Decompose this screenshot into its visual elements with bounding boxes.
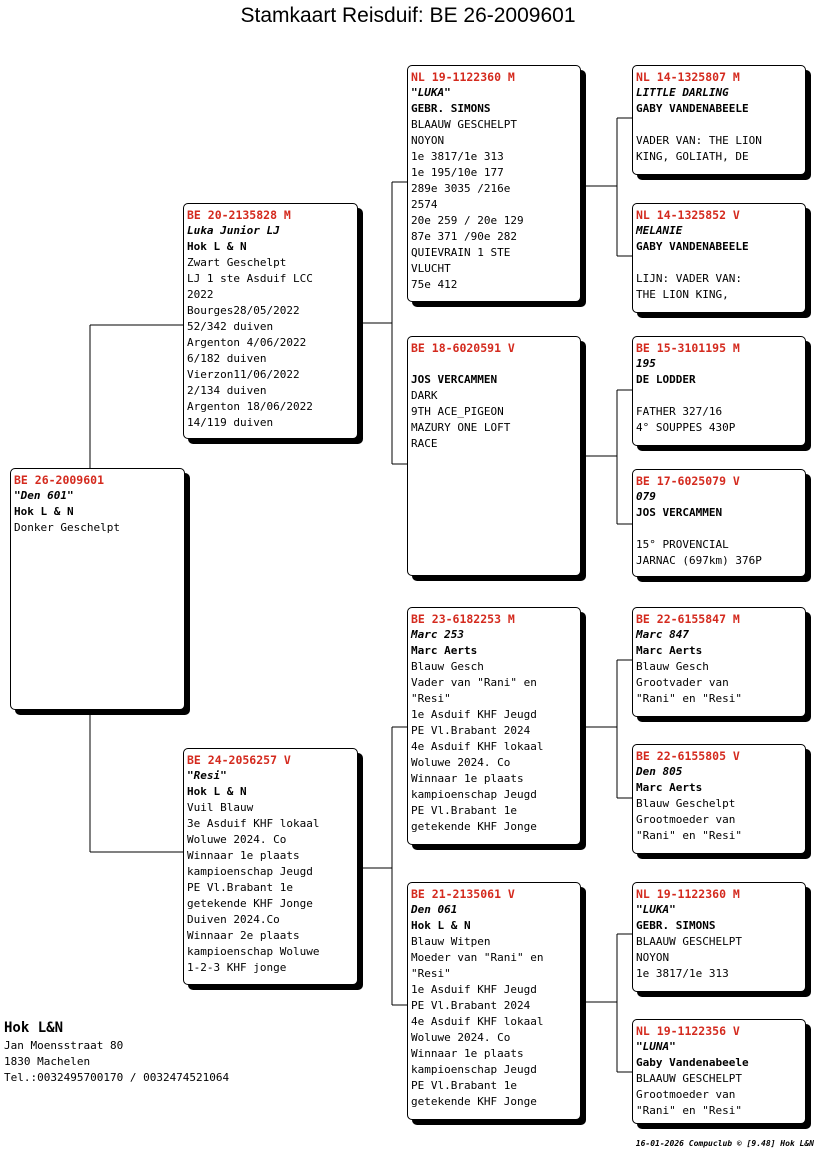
pigeon-info-line: Woluwe 2024. Co: [187, 833, 287, 846]
pigeon-info-line: 9TH ACE_PIGEON: [411, 405, 504, 418]
pigeon-info-line: BLAAUW GESCHELPT: [636, 935, 742, 948]
pigeon-name: Marc 847: [636, 628, 689, 641]
pigeon-owner: JOS VERCAMMEN: [636, 506, 723, 519]
pigeon-info-line: Winnaar 1e plaats: [187, 849, 300, 862]
pigeon-info-line: PE Vl.Brabant 2024: [411, 999, 531, 1012]
ring-number: BE 26-2009601: [14, 473, 105, 487]
pigeon-card-fmf: [632, 336, 806, 446]
pigeon-info-line: Grootmoeder van: [636, 1088, 736, 1101]
pigeon-owner: DE LODDER: [636, 373, 696, 386]
pigeon-owner: JOS VERCAMMEN: [411, 373, 498, 386]
pigeon-name: Marc 253: [411, 628, 464, 641]
pigeon-info-line: getekende KHF Jonge: [187, 897, 313, 910]
pigeon-card-mmf: [632, 882, 806, 992]
pigeon-owner: Hok L & N: [14, 505, 74, 518]
print-footer: 16-01-2026 Compuclub © [9.48] Hok L&N: [635, 1139, 814, 1148]
pigeon-info-line: Blauw Gesch: [636, 660, 709, 673]
pigeon-info-line: Grootmoeder van: [636, 813, 736, 826]
pigeon-owner: Hok L & N: [187, 785, 247, 798]
pigeon-info-line: [636, 521, 802, 537]
pigeon-info-line: Moeder van "Rani" en: [411, 951, 544, 964]
pigeon-info-line: MAZURY ONE LOFT: [411, 421, 511, 434]
pigeon-card-fmm: [632, 469, 806, 577]
pigeon-info-line: "Resi": [411, 692, 451, 705]
pigeon-card-mmm: [632, 1019, 806, 1124]
pigeon-info-line: LJ 1 ste Asduif LCC: [187, 272, 313, 285]
ring-number: NL 14-1325807 M: [636, 70, 740, 84]
pigeon-info-line: Grootvader van: [636, 676, 729, 689]
pigeon-info-line: THE LION KING,: [636, 288, 729, 301]
pigeon-info-line: 1e 195/10e 177: [411, 166, 504, 179]
pigeon-info-line: "Resi": [411, 967, 451, 980]
pigeon-info-line: "Rani" en "Resi": [636, 692, 742, 705]
pigeon-card-ffm: [632, 203, 806, 313]
pigeon-info-line: Vierzon11/06/2022: [187, 368, 300, 381]
pigeon-info-line: Bourges28/05/2022: [187, 304, 300, 317]
pigeon-info-line: PE Vl.Brabant 1e: [187, 881, 293, 894]
pigeon-name: LITTLE DARLING: [636, 86, 729, 99]
pigeon-info-line: LIJN: VADER VAN:: [636, 272, 742, 285]
pigeon-info-line: Blauw Geschelpt: [636, 797, 736, 810]
loft-name: Hok L&N: [4, 1020, 64, 1036]
pigeon-card-maternal-grandmother: [407, 882, 581, 1120]
pigeon-name: "LUKA": [636, 903, 676, 916]
pigeon-info-line: 87e 371 /90e 282: [411, 230, 517, 243]
pigeon-card-maternal-grandfather: [407, 607, 581, 845]
pigeon-info-line: BLAAUW GESCHELPT: [636, 1072, 742, 1085]
pigeon-info-line: NOYON: [636, 951, 670, 964]
ring-number: BE 17-6025079 V: [636, 474, 740, 488]
ring-number: NL 14-1325852 V: [636, 208, 740, 222]
pigeon-card-subject: [10, 468, 185, 710]
pigeon-info-line: kampioenschap Jeugd: [187, 865, 313, 878]
pigeon-owner: Marc Aerts: [636, 781, 703, 794]
pigeon-info-line: 1e 3817/1e 313: [636, 967, 729, 980]
pigeon-info-line: 4e Asduif KHF lokaal: [411, 1015, 544, 1028]
page-title: Stamkaart Reisduif: BE 26-2009601: [240, 4, 576, 27]
pigeon-owner: Marc Aerts: [636, 644, 703, 657]
pigeon-info-line: kampioenschap Jeugd: [411, 1063, 537, 1076]
pigeon-name: Den 805: [636, 765, 683, 778]
ring-number: BE 23-6182253 M: [411, 612, 515, 626]
pigeon-info-line: Donker Geschelpt: [14, 521, 120, 534]
pigeon-name: [411, 356, 577, 372]
pigeon-info-line: Duiven 2024.Co: [187, 913, 280, 926]
pigeon-info-line: Zwart Geschelpt: [187, 256, 287, 269]
ring-number: BE 15-3101195 M: [636, 341, 740, 355]
ring-number: NL 19-1122360 M: [636, 887, 740, 901]
pigeon-owner: GABY VANDENABEELE: [636, 240, 749, 253]
pigeon-info-line: Argenton 18/06/2022: [187, 400, 313, 413]
pigeon-owner: Gaby Vandenabeele: [636, 1056, 749, 1069]
pigeon-info-line: QUIEVRAIN 1 STE: [411, 246, 511, 259]
pigeon-info-line: Woluwe 2024. Co: [411, 1031, 511, 1044]
pigeon-owner: Hok L & N: [411, 919, 471, 932]
pigeon-info-line: 20e 259 / 20e 129: [411, 214, 524, 227]
pigeon-info-line: PE Vl.Brabant 2024: [411, 724, 531, 737]
pigeon-info-line: KING, GOLIATH, DE: [636, 150, 749, 163]
pigeon-name: Den 061: [411, 903, 458, 916]
pigeon-info-line: DARK: [411, 389, 438, 402]
pigeon-name: 079: [636, 490, 656, 503]
pigeon-card-paternal-grandfather: [407, 65, 581, 302]
ring-number: BE 22-6155847 M: [636, 612, 740, 626]
pigeon-info-line: JARNAC (697km) 376P: [636, 554, 762, 567]
pigeon-info-line: 1e Asduif KHF Jeugd: [411, 708, 537, 721]
pigeon-name: "LUKA": [411, 86, 451, 99]
pigeon-info-line: 1e Asduif KHF Jeugd: [411, 983, 537, 996]
pigeon-info-line: [636, 255, 802, 271]
pigeon-card-father: [183, 203, 358, 439]
pigeon-name: Luka Junior LJ: [187, 224, 280, 237]
pigeon-name: "Den 601": [14, 489, 74, 502]
pigeon-name: "LUNA": [636, 1040, 676, 1053]
pigeon-info-line: VLUCHT: [411, 262, 451, 275]
ring-number: BE 24-2056257 V: [187, 753, 291, 767]
pigeon-info-line: [636, 388, 802, 404]
pigeon-info-line: kampioenschap Woluwe: [187, 945, 320, 958]
pigeon-owner: Hok L & N: [187, 240, 247, 253]
pigeon-card-paternal-grandmother: [407, 336, 581, 576]
pigeon-info-line: "Rani" en "Resi": [636, 1104, 742, 1117]
pigeon-info-line: getekende KHF Jonge: [411, 820, 537, 833]
pigeon-owner: GEBR. SIMONS: [411, 102, 491, 115]
ring-number: NL 19-1122360 M: [411, 70, 515, 84]
pigeon-card-fff: [632, 65, 806, 175]
pigeon-info-line: 289e 3035 /216e: [411, 182, 511, 195]
pigeon-info-line: 1e 3817/1e 313: [411, 150, 504, 163]
pigeon-info-line: 52/342 duiven: [187, 320, 274, 333]
pigeon-info-line: kampioenschap Jeugd: [411, 788, 537, 801]
pigeon-info-line: Argenton 4/06/2022: [187, 336, 307, 349]
pigeon-info-line: VADER VAN: THE LION: [636, 134, 762, 147]
ring-number: BE 22-6155805 V: [636, 749, 740, 763]
loft-address: Jan Moensstraat 80: [4, 1039, 124, 1052]
pigeon-info-line: 4e Asduif KHF lokaal: [411, 740, 544, 753]
pigeon-info-line: FATHER 327/16: [636, 405, 723, 418]
pigeon-info-line: Vader van "Rani" en: [411, 676, 537, 689]
pigeon-owner: GEBR. SIMONS: [636, 919, 716, 932]
pigeon-info-line: 15° PROVENCIAL: [636, 538, 729, 551]
pigeon-info-line: NOYON: [411, 134, 445, 147]
pigeon-info-line: RACE: [411, 437, 438, 450]
pigeon-owner: Marc Aerts: [411, 644, 478, 657]
pigeon-info-line: getekende KHF Jonge: [411, 1095, 537, 1108]
pigeon-info-line: Winnaar 1e plaats: [411, 1047, 524, 1060]
pigeon-name: 195: [636, 357, 656, 370]
pigeon-info-line: Blauw Witpen: [411, 935, 491, 948]
pigeon-info-line: PE Vl.Brabant 1e: [411, 1079, 517, 1092]
ring-number: BE 18-6020591 V: [411, 341, 515, 355]
pigeon-card-mother: [183, 748, 358, 985]
ring-number: BE 20-2135828 M: [187, 208, 291, 222]
pigeon-info-line: Winnaar 1e plaats: [411, 772, 524, 785]
pigeon-info-line: 2022: [187, 288, 214, 301]
pigeon-info-line: [636, 117, 802, 133]
pigeon-info-line: 1-2-3 KHF jonge: [187, 961, 287, 974]
pigeon-info-line: Woluwe 2024. Co: [411, 756, 511, 769]
pigeon-name: "Resi": [187, 769, 227, 782]
pigeon-info-line: 14/119 duiven: [187, 416, 274, 429]
pigeon-info-line: 3e Asduif KHF lokaal: [187, 817, 320, 830]
pigeon-info-line: BLAAUW GESCHELPT: [411, 118, 517, 131]
pigeon-info-line: Winnaar 2e plaats: [187, 929, 300, 942]
loft-phone: Tel.:0032495700170 / 0032474521064: [4, 1071, 230, 1084]
pigeon-info-line: 2574: [411, 198, 438, 211]
pigeon-info-line: 4° SOUPPES 430P: [636, 421, 736, 434]
pigeon-name: MELANIE: [636, 224, 683, 237]
pigeon-info-line: 75e 412: [411, 278, 458, 291]
pigeon-info-line: PE Vl.Brabant 1e: [411, 804, 517, 817]
pigeon-owner: GABY VANDENABEELE: [636, 102, 749, 115]
pigeon-info-line: Blauw Gesch: [411, 660, 484, 673]
pigeon-info-line: 6/182 duiven: [187, 352, 267, 365]
loft-owner-info: [4, 1018, 229, 1086]
pigeon-info-line: Vuil Blauw: [187, 801, 254, 814]
pigeon-card-mff: [632, 607, 806, 717]
ring-number: NL 19-1122356 V: [636, 1024, 740, 1038]
loft-city: 1830 Machelen: [4, 1055, 91, 1068]
pigeon-info-line: "Rani" en "Resi": [636, 829, 742, 842]
ring-number: BE 21-2135061 V: [411, 887, 515, 901]
pigeon-info-line: 2/134 duiven: [187, 384, 267, 397]
pigeon-card-mfm: [632, 744, 806, 854]
